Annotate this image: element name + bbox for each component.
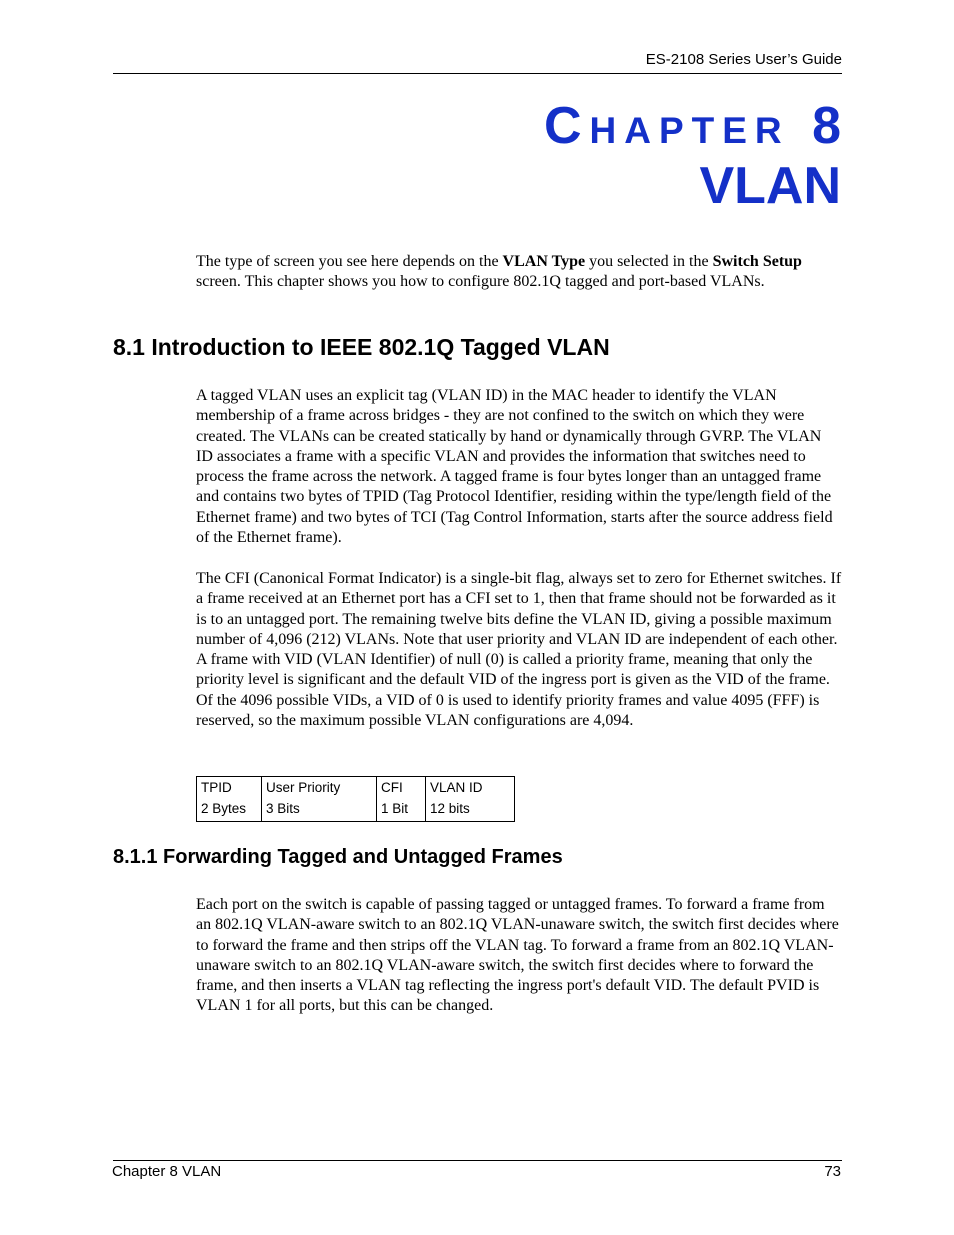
table-cell: 2 Bytes xyxy=(197,798,262,822)
table-cell: TPID xyxy=(197,777,262,799)
section-8-1-paragraph-2: The CFI (Canonical Format Indicator) is a single-bit flag, always set to zero for Ethernet switches. If a frame received at an Ethernet port has a CFI set to 1, then that frame should not be forwarded as it is to an untagged port. The remaining twelve bits define the VLAN ID, giving a possible maximum number of 4,096 (212) VLANs. Note that user priority and VLAN ID are independent of each other. A frame with VID (VLAN Identifier) of null (0) is called a priority frame, meaning that only the priority level is significant and the default VID of the ingress port is given as the VID of the frame. Of the 4096 possible VIDs, a VID of 0 is used to identify priority frames and value 4095 (FFF) is reserved, so the maximum possible VLAN configurations are 4,094. xyxy=(196,570,842,730)
table-cell: 12 bits xyxy=(426,798,515,822)
table-cell: CFI xyxy=(377,777,426,799)
footer-page-number: 73 xyxy=(824,1163,841,1180)
footer-rule xyxy=(113,1160,842,1161)
vlan-tag-table xyxy=(196,776,515,822)
intro-paragraph: The type of screen you see here depends on the VLAN Type you selected in the Switch Setup screen. This chapter shows you how to configure 802.1Q tagged and port-based VLANs. xyxy=(196,253,802,291)
table-row xyxy=(197,777,515,799)
table-cell: 3 Bits xyxy=(262,798,377,822)
table-cell: VLAN ID xyxy=(426,777,515,799)
table-cell: 1 Bit xyxy=(377,798,426,822)
chapter-label: CHAPTER 8 xyxy=(543,97,849,155)
footer-chapter-label: Chapter 8 VLAN xyxy=(112,1163,222,1180)
chapter-heading xyxy=(543,97,849,215)
table-row xyxy=(197,798,515,822)
running-header: ES-2108 Series User’s Guide xyxy=(645,51,842,68)
section-heading-8-1: 8.1 Introduction to IEEE 802.1Q Tagged VLAN xyxy=(113,334,610,360)
chapter-number: 8 xyxy=(812,97,849,155)
table-cell: User Priority xyxy=(262,777,377,799)
chapter-title: VLAN xyxy=(699,157,841,215)
section-8-1-1-paragraph: Each port on the switch is capable of passing tagged or untagged frames. To forward a frame from an 802.1Q VLAN-aware switch to an 802.1Q VLAN-unaware switch, the switch first decides where to forward the frame and then strips off the VLAN tag. To forward a frame from an 802.1Q VLAN-unaware switch to an 802.1Q VLAN-aware switch, the switch first decides where to forward the frame, and then inserts a VLAN tag reflecting the ingress port's default VID. The default PVID is VLAN 1 for all ports, but this can be changed. xyxy=(196,896,839,1015)
section-heading-8-1-1: 8.1.1 Forwarding Tagged and Untagged Frames xyxy=(113,846,563,868)
section-8-1-paragraph-1: A tagged VLAN uses an explicit tag (VLAN ID) in the MAC header to identify the VLAN membership of a frame across bridges - they are not confined to the switch on which they were created. The VLANs can be created statically by hand or dynamically through GVRP. The VLAN ID associates a frame with a specific VLAN and provides the information that switches need to process the frame across the network. A tagged frame is four bytes longer than an untagged frame and contains two bytes of TPID (Tag Protocol Identifier, residing within the type/length field of the Ethernet frame) and two bytes of TCI (Tag Control Information, starts after the source address field of the Ethernet frame). xyxy=(196,387,833,547)
header-rule xyxy=(113,73,842,74)
